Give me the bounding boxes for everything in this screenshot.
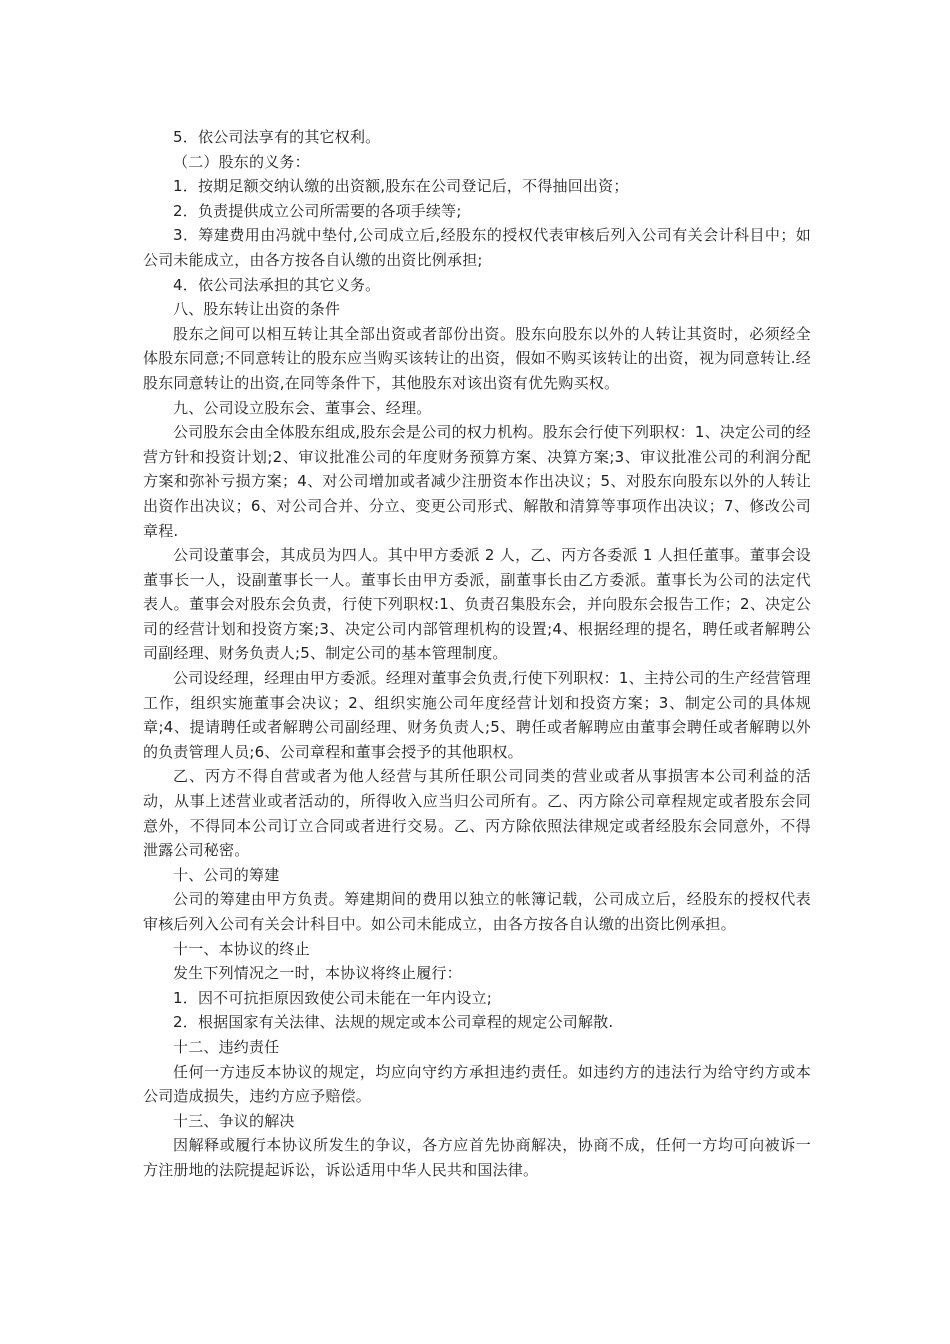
list-item-termination-2: 2．根据国家有关法律、法规的规定或本公司章程的规定公司解散. xyxy=(173,1013,614,1032)
list-item-obligation-4: 4．依公司法承担的其它义务。 xyxy=(173,275,381,294)
section-heading-12: 十二、违约责任 xyxy=(173,1037,280,1056)
section-heading-8: 八、股东转让出资的条件 xyxy=(173,300,341,319)
body-paragraph-transfer: 股东之间可以相互转让其全部出资或者部份出资。股东向股东以外的人转让其资时，必须经全体股东同意;不同意转让的股东应当购买该转让的出资，假如不购买该转让的出资，视为同意转让.经股东同意转让的出资,在同等条件下，其他股东对该出资有优先购买权。 xyxy=(143,324,811,392)
list-item-right-5: 5．依公司法享有的其它权利。 xyxy=(173,128,381,146)
body-paragraph-termination-intro: 发生下列情况之一时，本协议将终止履行： xyxy=(173,964,462,983)
section-heading-13: 十三、争议的解决 xyxy=(173,1111,295,1130)
document-page xyxy=(143,125,811,1183)
section-heading-11: 十一、本协议的终止 xyxy=(173,939,310,958)
body-paragraph-board: 公司设董事会，其成员为四人。其中甲方委派 2 人，乙、丙方各委派 1 人担任董事。董事会设董事长一人，设副董事长一人。董事长由甲方委派，副董事长由乙方委派。董事长为公司的法定代表人。董事会对股东会负责，行使下列职权:1、负责召集股东会，并向股东会报告工作；2、决定公司的经营计划和投资方案;3、决定公司内部管理机构的设置;4、根据经理的提名，聘任或者解聘公司副经理、财务负责人;5、制定公司的基本管理制度。 xyxy=(143,546,811,663)
body-paragraph-disputes: 因解释或履行本协议所发生的争议，各方应首先协商解决，协商不成，任何一方均可向被诉一方注册地的法院提起诉讼，诉讼适用中华人民共和国法律。 xyxy=(143,1136,811,1179)
list-item-obligation-1: 1．按期足额交纳认缴的出资额,股东在公司登记后，不得抽回出资； xyxy=(173,177,629,196)
list-item-termination-1: 1．因不可抗拒原因致使公司未能在一年内设立; xyxy=(173,988,492,1007)
body-paragraph-breach: 任何一方违反本协议的规定，均应向守约方承担违约责任。如违约方的违法行为给守约方或本公司造成损失，违约方应予赔偿。 xyxy=(143,1062,811,1106)
section-heading-shareholder-obligations: （二）股东的义务： xyxy=(173,152,310,171)
body-paragraph-preparation: 公司的筹建由甲方负责。筹建期间的费用以独立的帐簿记载，公司成立后，经股东的授权代表审核后列入公司有关会计科目中。如公司未能成立，由各方按各自认缴的出资比例承担。 xyxy=(143,890,811,933)
list-item-obligation-2: 2．负责提供成立公司所需要的各项手续等; xyxy=(173,201,462,220)
section-heading-9: 九、公司设立股东会、董事会、经理。 xyxy=(173,398,432,417)
list-item-obligation-3: 3．筹建费用由冯就中垫付,公司成立后,经股东的授权代表审核后列入公司有关会计科目中；如公司未能成立，由各方按各自认缴的出资比例承担; xyxy=(143,226,811,269)
body-paragraph-manager: 公司设经理，经理由甲方委派。经理对董事会负责,行使下列职权：1、主持公司的生产经营管理工作，组织实施董事会决议；2、组织实施公司年度经营计划和投资方案；3、制定公司的具体规章;4、提请聘任或者解聘公司副经理、财务负责人;5、聘任或者解聘应由董事会聘任或者解聘以外的负责管理人员;6、公司章程和董事会授予的其他职权。 xyxy=(143,669,811,761)
body-paragraph-non-compete: 乙、丙方不得自营或者为他人经营与其所任职公司同类的营业或者从事损害本公司利益的活动，从事上述营业或者活动的，所得收入应当归公司所有。乙、丙方除公司章程规定或者股东会同意外，不得同本公司订立合同或者进行交易。乙、丙方除依照法律规定或者经股东会同意外，不得泄露公司秘密。 xyxy=(143,767,811,860)
section-heading-10: 十、公司的筹建 xyxy=(173,865,280,884)
body-paragraph-shareholders-meeting: 公司股东会由全体股东组成,股东会是公司的权力机构。股东会行使下列职权：1、决定公司的经营方针和投资计划;2、审议批准公司的年度财务预算方案、决算方案;3、审议批准公司的利润分配方案和弥补亏损方案；4、对公司增加或者减少注册资本作出决议；5、对股东向股东以外的人转让出资作出决议；6、对公司合并、分立、变更公司形式、解散和清算等事项作出决议；7、修改公司章程. xyxy=(143,423,811,540)
